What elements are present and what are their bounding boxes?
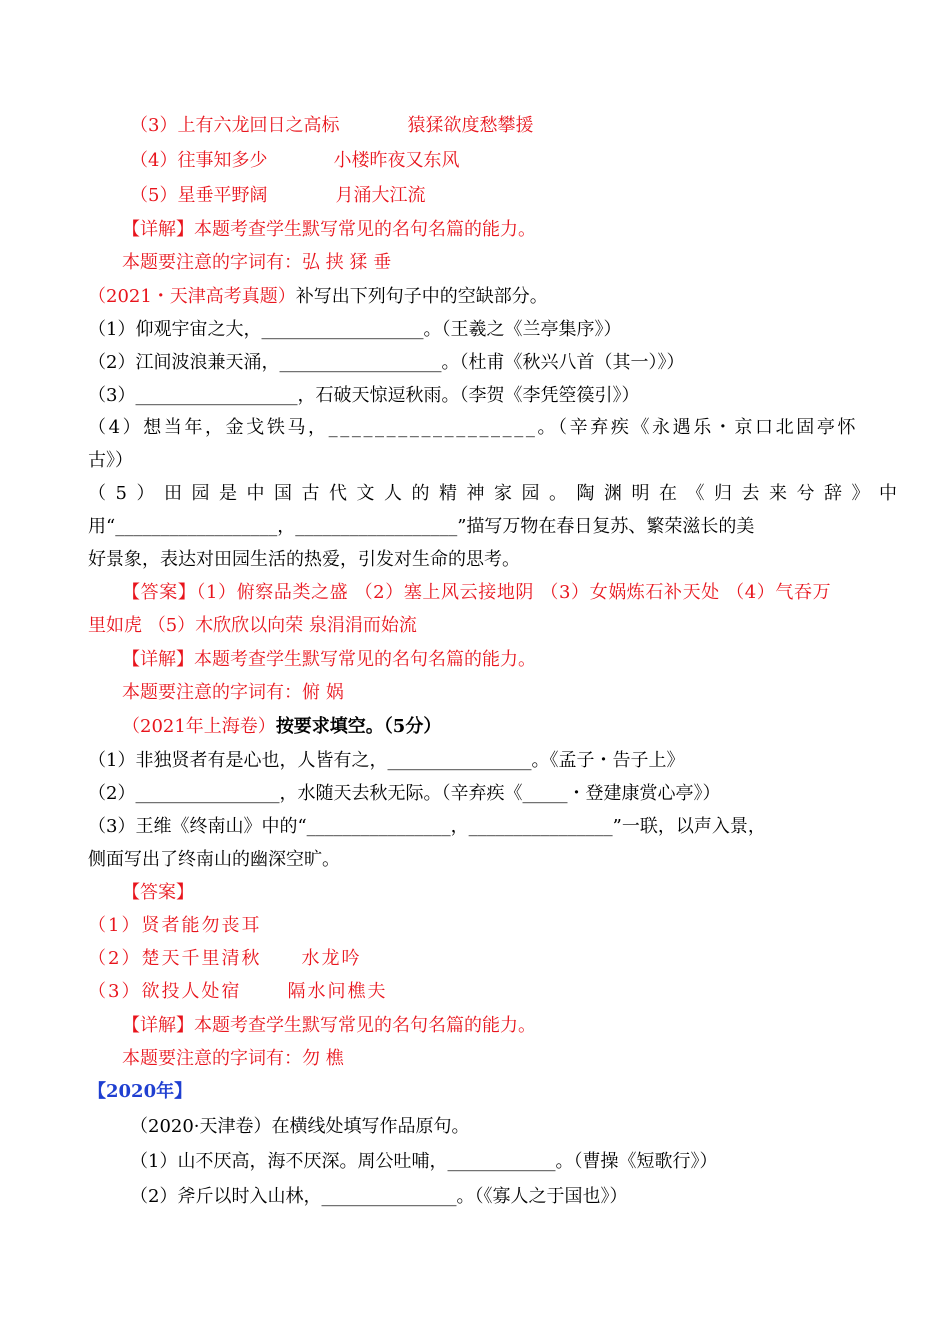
answer-label: 【答案】 (122, 882, 194, 903)
answer-part: （3）欲投人处宿 (88, 981, 242, 1002)
answer-text-cont: 里如虎 （5）木欣欣以向荣 泉涓涓而始流 (88, 615, 417, 636)
question-item-cont: 好景象，表达对田园生活的热爱，引发对生命的思考。 (88, 549, 520, 570)
question-item: （1）山不厌高，海不厌深。周公吐哺，____________。（曹操《短歌行》） (130, 1151, 718, 1172)
year-heading: 【2020年】 (88, 1081, 193, 1102)
answer-part: 隔水问樵夫 (287, 981, 388, 1002)
note-text: 本题要注意的字词有：俯 娲 (122, 682, 344, 703)
detail-text: 【详解】本题考查学生默写常见的名句名篇的能力。 (122, 1015, 536, 1036)
answer-item-4 (130, 148, 459, 174)
answer-item-1: （1）贤者能勿丧耳 (88, 915, 262, 936)
answer-part: 水龙吟 (301, 948, 362, 969)
answer-part: （2）楚天千里清秋 (88, 948, 262, 969)
question-item: （1）非独贤者有是心也，人皆有之，________________。《孟子・告子上》 (88, 750, 685, 771)
question-instruction: 按要求填空。（5分） (275, 716, 442, 737)
question-header (122, 714, 441, 740)
question-source: （2021年上海卷） (122, 716, 276, 737)
question-instruction: 补写出下列句子中的空缺部分。 (295, 286, 548, 307)
question-item: （2）江间波浪兼天涌，__________________。（杜甫《秋兴八首（其一）》） (88, 352, 685, 373)
answer-part: （4）往事知多少 (130, 150, 268, 171)
answer-item-2 (88, 946, 361, 972)
answer-part: 猿猱欲度愁攀援 (407, 115, 534, 136)
question-item-cont: 侧面写出了终南山的幽深空旷。 (88, 849, 340, 870)
answer-item-3 (130, 113, 533, 139)
question-item: （2）斧斤以时入山林，_______________。（《寡人之于国也》） (130, 1186, 628, 1207)
answer-text: 【答案】（1）俯察品类之盛 （2）塞上风云接地阴 （3）女娲炼石补天处 （4）气吞万 (122, 582, 832, 603)
note-text: 本题要注意的字词有：弘 挟 猱 垂 (122, 252, 392, 273)
question-item: （1）仰观宇宙之大，__________________。（王羲之《兰亭集序》） (88, 319, 622, 340)
question-item: （3）__________________，石破天惊逗秋雨。（李贺《李凭箜篌引》） (88, 385, 640, 406)
question-item: （4）想当年，金戈铁马，__________________。（辛弃疾《永遇乐・京口北固亭怀 (88, 417, 859, 438)
question-header: （2020·天津卷）在横线处填写作品原句。 (130, 1116, 470, 1137)
question-item-cont: 用“__________________，__________________”描写万物在春日复苏、繁荣滋长的美 (88, 516, 755, 537)
detail-text: 【详解】本题考查学生默写常见的名句名篇的能力。 (122, 219, 536, 240)
answer-part: （3）上有六龙回日之高标 (130, 115, 340, 136)
answer-item-5 (130, 183, 425, 209)
question-item: （2）________________，水随天去秋无际。（辛弃疾《_____・登建康赏心亭》） (88, 783, 721, 804)
answer-part: 小楼昨夜又东风 (333, 150, 460, 171)
question-item: （3）王维《终南山》中的“________________，________________”一联，以声入景， (88, 816, 766, 837)
detail-text: 【详解】本题考查学生默写常见的名句名篇的能力。 (122, 649, 536, 670)
question-header (88, 284, 548, 310)
question-item: （5）田园是中国古代文人的精神家园。陶渊明在《归去来兮辞》中 (88, 483, 907, 504)
question-item-cont: 古》） (88, 450, 133, 471)
answer-part: （5）星垂平野阔 (130, 185, 268, 206)
answer-part: 月涌大江流 (335, 185, 426, 206)
question-source: （2021・天津高考真题） (88, 286, 296, 307)
answer-item-3 (88, 979, 387, 1005)
note-text: 本题要注意的字词有：勿 樵 (122, 1048, 344, 1069)
